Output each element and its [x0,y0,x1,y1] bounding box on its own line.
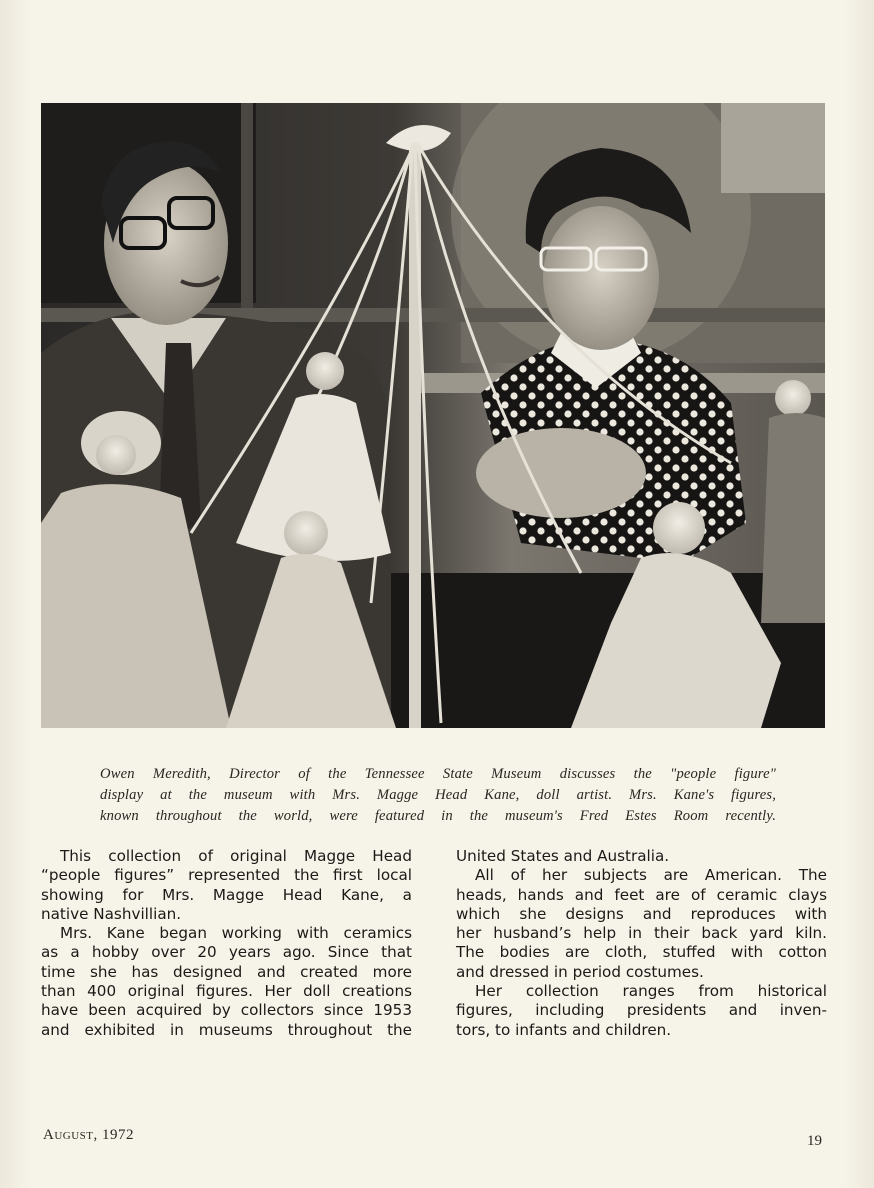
page-number: 19 [807,1133,822,1149]
photo-caption [100,764,776,827]
text-line: Her collection ranges from historical [475,982,827,1001]
text-line: time she has designed and created more [41,962,412,981]
text-line: showing for Mrs. Magge Head Kane, a [41,885,412,904]
text-line: The bodies are cloth, stuffed with cotton [456,943,827,962]
text-line: figures, including presidents and inven- [456,1001,827,1020]
article-column-left [41,847,412,1040]
text-line: and dressed in period costumes. [456,962,704,981]
text-line: native Nashvillian. [41,904,182,923]
article-column-right [456,847,827,1040]
text-line: than 400 original figures. Her doll creations [41,982,412,1001]
text-line: tors, to infants and children. [456,1020,672,1039]
text-line: heads, hands and feet are of ceramic clays [456,885,827,904]
issue-date: August, 1972 [43,1127,135,1143]
text-line: and exhibited in museums throughout the [41,1020,412,1039]
caption-line: known throughout the world, were featured in the museum's Fred Estes Room recently. [100,808,776,824]
text-line: have been acquired by collectors since 1953 [41,1001,412,1020]
text-line: as a hobby over 20 years ago. Since that [41,943,412,962]
text-line: This collection of original Magge Head [60,847,412,865]
text-line: Mrs. Kane began working with ceramics [60,924,412,943]
caption-line: Owen Meredith, Director of the Tennessee State Museum discusses the "people figure" [100,766,776,782]
caption-line: display at the museum with Mrs. Magge Head Kane, doll artist. Mrs. Kane's figures, [100,787,776,803]
text-line: United States and Australia. [456,847,670,865]
photo-illustration [41,103,825,728]
text-line: All of her subjects are American. The [475,866,827,885]
text-line: “people figures” represented the first local [41,866,412,885]
text-line: which she designs and reproduces with [456,904,827,923]
text-line: her husband’s help in their back yard kiln. [456,924,827,943]
photograph-doll-display [41,103,825,728]
